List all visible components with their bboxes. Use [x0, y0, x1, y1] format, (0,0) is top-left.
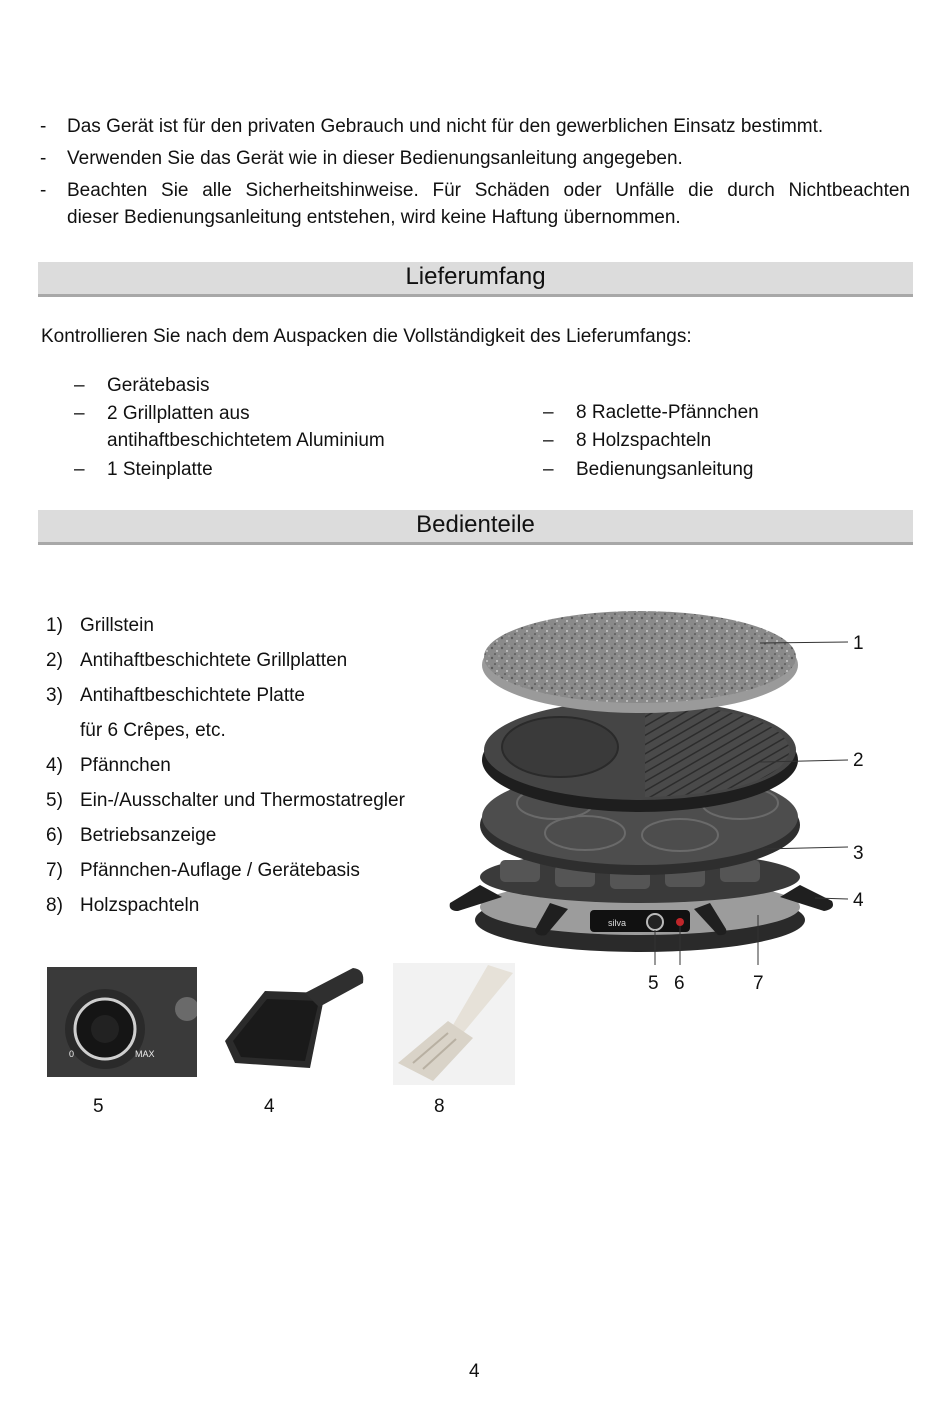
list-dash: – — [74, 375, 85, 396]
part-number: 3) — [46, 685, 63, 706]
grill-flat-area — [502, 717, 618, 777]
scope-item: 8 Holzspachteln — [576, 430, 712, 451]
page-number: 4 — [469, 1361, 480, 1382]
brand-logo: silva — [608, 918, 627, 928]
part-label: Pfännchen — [80, 755, 171, 776]
intro-bullet-2: Verwenden Sie das Gerät wie in dieser Bedienungsanleitung angegeben. — [67, 148, 683, 169]
part-label: Antihaftbeschichtete Grillplatten — [80, 650, 348, 671]
part-number: 5) — [46, 790, 63, 811]
bullet-dash: - — [40, 148, 47, 169]
thermostat-knob-photo — [47, 967, 197, 1077]
callout-2: 2 — [853, 750, 864, 771]
thermostat-knob — [647, 914, 663, 930]
part-number: 7) — [46, 860, 63, 881]
lieferumfang-intro: Kontrollieren Sie nach dem Auspacken die Vollständigkeit des Lieferumfangs: — [41, 326, 692, 347]
thumb-label-4: 4 — [264, 1096, 275, 1117]
thumb-label-5: 5 — [93, 1096, 104, 1117]
callout-1: 1 — [853, 633, 864, 654]
raclette-pan-photo — [215, 963, 370, 1078]
part-label-cont: für 6 Crêpes, etc. — [80, 720, 226, 741]
list-dash: – — [543, 430, 554, 451]
callout-5: 5 — [648, 973, 659, 994]
bullet-dash: - — [40, 180, 47, 201]
intro-bullet-3-line1: Beachten Sie alle Sicherheitshinweise. Für Schäden oder Unfälle die durch Nichtbeachten — [67, 180, 910, 201]
list-dash: – — [74, 403, 85, 424]
scope-item: 2 Grillplatten aus — [107, 403, 250, 424]
list-dash: – — [543, 402, 554, 423]
callout-7: 7 — [753, 973, 764, 994]
bullet-dash: - — [40, 116, 47, 137]
callout-3: 3 — [853, 843, 864, 864]
list-dash: – — [543, 459, 554, 480]
grill-stone — [484, 611, 796, 703]
part-number: 6) — [46, 825, 63, 846]
callout-4: 4 — [853, 890, 864, 911]
section-header-bedienteile: Bedienteile — [38, 510, 913, 545]
part-number: 1) — [46, 615, 63, 636]
section-header-lieferumfang: Lieferumfang — [38, 262, 913, 297]
scope-item: 8 Raclette-Pfännchen — [576, 402, 759, 423]
raclette-device-illustration — [440, 585, 870, 965]
intro-bullet-3-line2: dieser Bedienungsanleitung entstehen, wird keine Haftung übernommen. — [67, 207, 681, 228]
power-indicator-light — [676, 918, 684, 926]
control-panel — [590, 910, 690, 932]
callout-6: 6 — [674, 973, 685, 994]
knob-min-label: 0 — [69, 1049, 75, 1059]
thumb-label-8: 8 — [434, 1096, 445, 1117]
part-number: 8) — [46, 895, 63, 916]
scope-item: 1 Steinplatte — [107, 459, 213, 480]
part-label: Grillstein — [80, 615, 154, 636]
part-label: Ein-/Ausschalter und Thermostatregler — [80, 790, 405, 811]
wooden-spatula-photo — [393, 963, 515, 1085]
part-number: 2) — [46, 650, 63, 671]
scope-item-cont: antihaftbeschichtetem Aluminium — [107, 430, 385, 451]
scope-item: Bedienungsanleitung — [576, 459, 754, 480]
part-label: Holzspachteln — [80, 895, 200, 916]
list-dash: – — [74, 459, 85, 480]
part-label: Betriebsanzeige — [80, 825, 217, 846]
part-label: Antihaftbeschichtete Platte — [80, 685, 305, 706]
scope-item: Gerätebasis — [107, 375, 210, 396]
part-label: Pfännchen-Auflage / Gerätebasis — [80, 860, 360, 881]
knob-max-label: MAX — [135, 1049, 155, 1059]
part-number: 4) — [46, 755, 63, 776]
intro-bullet-1: Das Gerät ist für den privaten Gebrauch und nicht für den gewerblichen Einsatz bestimmt. — [67, 116, 824, 137]
